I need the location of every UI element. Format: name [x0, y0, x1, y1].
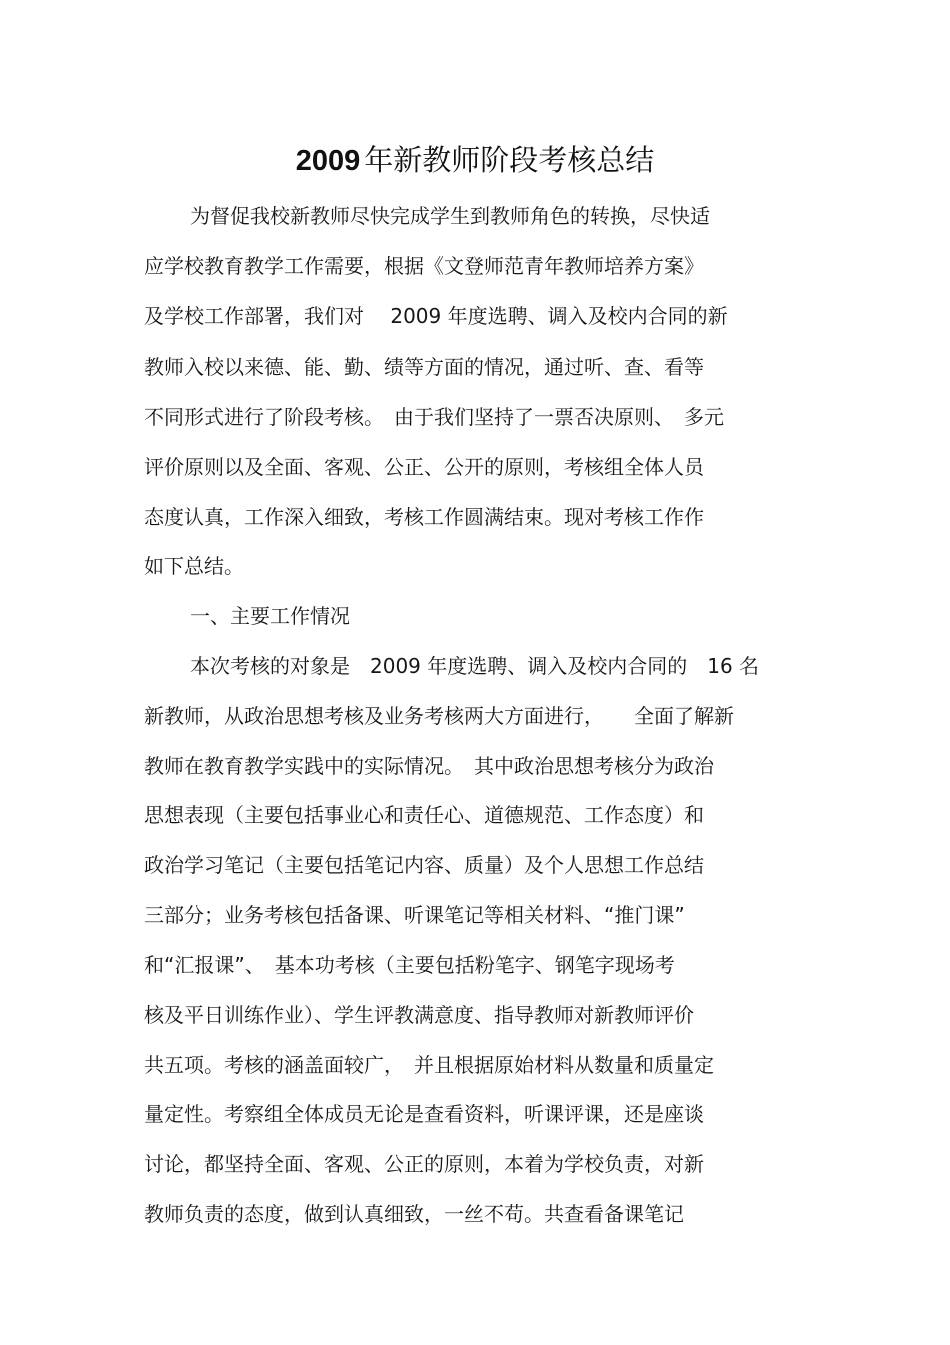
- paragraph-line: 如下总结。: [144, 554, 244, 578]
- title-text: 年新教师阶段考核总结: [364, 143, 655, 177]
- paragraph-line: 和“汇报课”、 基本功考核（主要包括粉笔字、钢笔字现场考: [144, 953, 675, 977]
- document-title: [0, 140, 950, 181]
- title-year: 2009: [295, 145, 361, 177]
- paragraph-line: 应学校教育教学工作需要，根据《文登师范青年教师培养方案》: [144, 254, 704, 278]
- paragraph-line: 及学校工作部署，我们对 2009 年度选聘、调入及校内合同的新: [144, 304, 728, 328]
- paragraph-line: 讨论，都坚持全面、客观、公正的原则，本着为学校负责，对新: [144, 1152, 704, 1176]
- paragraph-line: 教师负责的态度，做到认真细致，一丝不苟。共查看备课笔记: [144, 1202, 684, 1226]
- paragraph-line: 新教师，从政治思想考核及业务考核两大方面进行， 全面了解新: [144, 704, 734, 728]
- paragraph-line: 政治学习笔记（主要包括笔记内容、质量）及个人思想工作总结: [144, 853, 704, 877]
- paragraph-line: 教师入校以来德、能、勤、绩等方面的情况，通过听、查、看等: [144, 355, 704, 379]
- paragraph-line: 思想表现（主要包括事业心和责任心、道德规范、工作态度）和: [144, 803, 704, 827]
- paragraph-line: 共五项。考核的涵盖面较广， 并且根据原始材料从数量和质量定: [144, 1053, 714, 1077]
- paragraph-line: 核及平日训练作业）、学生评教满意度、指导教师对新教师评价: [144, 1003, 694, 1027]
- paragraph-line: 本次考核的对象是 2009 年度选聘、调入及校内合同的 16 名: [190, 654, 760, 678]
- paragraph-line: 为督促我校新教师尽快完成学生到教师角色的转换，尽快适: [190, 204, 710, 228]
- section-heading: 一、主要工作情况: [190, 604, 350, 628]
- paragraph-line: 量定性。考察组全体成员无论是查看资料，听课评课，还是座谈: [144, 1102, 704, 1126]
- paragraph-line: 态度认真，工作深入细致，考核工作圆满结束。现对考核工作作: [144, 505, 704, 529]
- paragraph-line: 评价原则以及全面、客观、公正、公开的原则，考核组全体人员: [144, 455, 704, 479]
- paragraph-line: 教师在教育教学实践中的实际情况。 其中政治思想考核分为政治: [144, 754, 714, 778]
- paragraph-line: 三部分；业务考核包括备课、听课笔记等相关材料、“推门课”: [144, 903, 685, 927]
- paragraph-line: 不同形式进行了阶段考核。 由于我们坚持了一票否决原则、 多元: [144, 405, 724, 429]
